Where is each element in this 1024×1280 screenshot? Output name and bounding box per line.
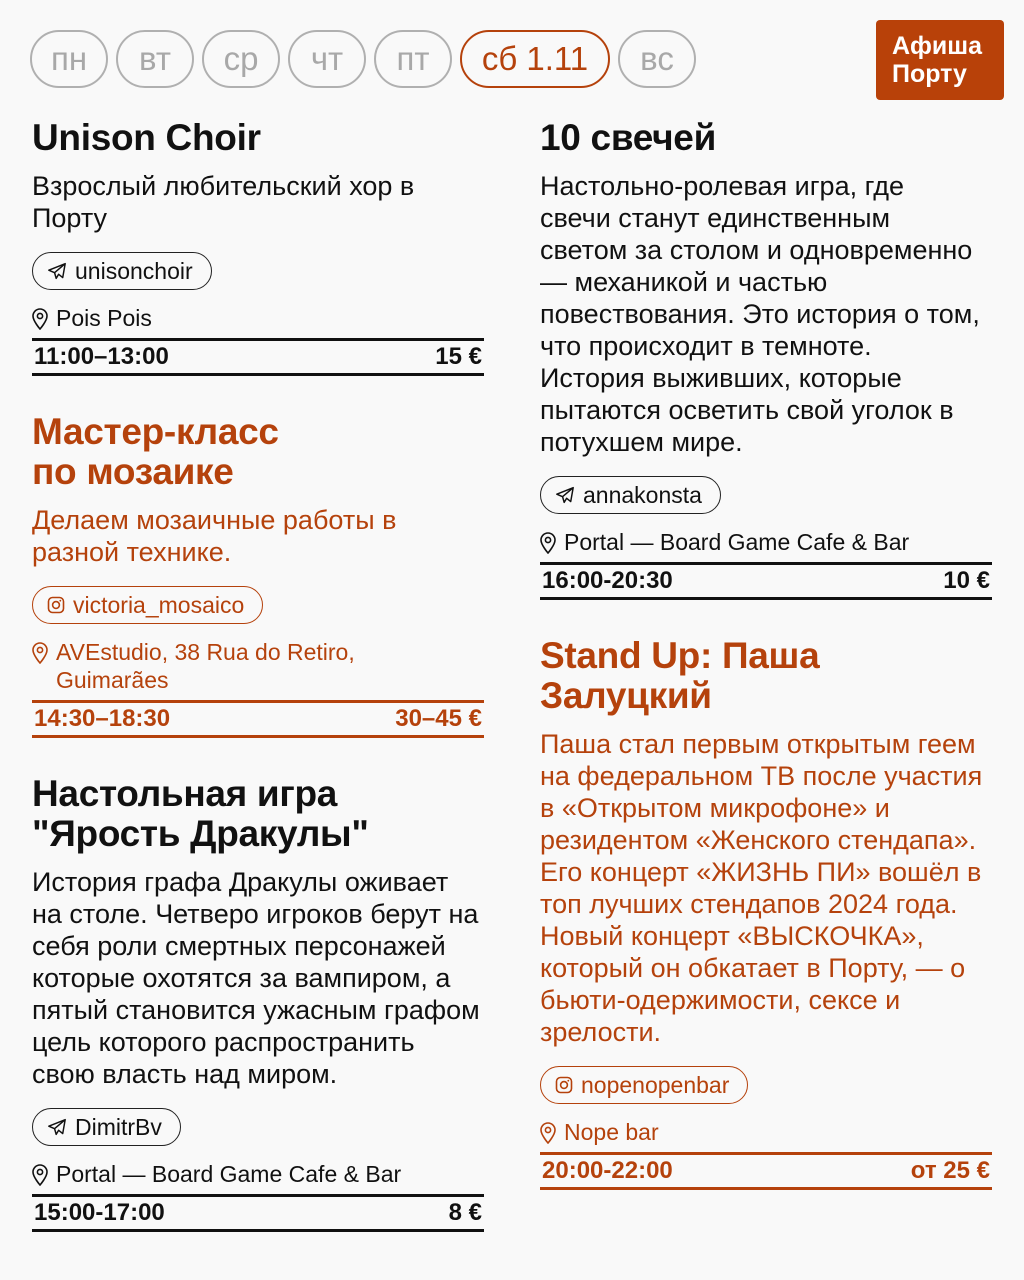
event-handle-link[interactable] bbox=[32, 586, 263, 624]
day-tab-mon[interactable]: пн bbox=[30, 30, 108, 88]
logo bbox=[876, 20, 1004, 100]
event-card bbox=[32, 774, 484, 1232]
location-text: AVEstudio, 38 Rua do Retiro, Guimarães bbox=[56, 639, 355, 693]
day-tab-tue[interactable]: вт bbox=[116, 30, 194, 88]
event-time: 11:00–13:00 bbox=[34, 343, 169, 370]
telegram-icon bbox=[47, 262, 67, 280]
event-location bbox=[32, 304, 484, 332]
event-description: История графа Дракулы оживает на столе. Четверо игроков берут на себя роли смертных персонажей которые охотятся за вампиром, а пятый становится ужасным графом цель которого распространить свою власть над миром. bbox=[32, 867, 480, 1089]
logo-line2: Порту bbox=[892, 60, 967, 88]
event-price: от 25 € bbox=[910, 1157, 990, 1184]
event-time: 15:00-17:00 bbox=[34, 1199, 165, 1226]
event-title: 10 свечей bbox=[540, 117, 717, 158]
handle-text: DimitrBv bbox=[75, 1113, 162, 1140]
location-text: Pois Pois bbox=[56, 305, 152, 331]
event-description: Настольно-ролевая игра, где свечи станут единственным светом за столом и одновременно — механикой и частью повествования. Это история о том, что происходит в темноте. История выживших, которые пытаются осветить свой уголок в потухшем мире. bbox=[540, 171, 980, 457]
event-time-price bbox=[32, 700, 484, 738]
event-time-price bbox=[540, 1152, 992, 1190]
event-price: 30–45 € bbox=[395, 705, 482, 732]
event-time-price bbox=[540, 562, 992, 600]
event-time-price bbox=[32, 1194, 484, 1232]
event-description: Делаем мозаичные работы в разной технике. bbox=[32, 505, 397, 567]
event-card bbox=[540, 118, 992, 600]
instagram-icon bbox=[47, 596, 65, 614]
instagram-icon bbox=[555, 1076, 573, 1094]
location-pin-icon bbox=[32, 308, 48, 330]
handle-text: victoria_mosaico bbox=[73, 591, 245, 618]
event-price: 10 € bbox=[943, 567, 990, 594]
event-handle-link[interactable] bbox=[32, 252, 212, 290]
event-handle-link[interactable] bbox=[32, 1108, 181, 1146]
event-time: 16:00-20:30 bbox=[542, 567, 673, 594]
event-handle-link[interactable] bbox=[540, 476, 721, 514]
handle-text: nopenopenbar bbox=[581, 1071, 730, 1098]
location-pin-icon bbox=[540, 1122, 556, 1144]
event-description: Паша стал первым открытым геем на федеральном ТВ после участия в «Открытом микрофоне» и резидентом «Женского стендапа». Его концерт «ЖИЗНЬ ПИ» вошёл в топ лучших стендапов 2024 года. Новый концерт «ВЫСКОЧКА», который он обкатает в Порту, — о бьюти-одержимости, сексе и зрелости. bbox=[540, 729, 983, 1047]
location-text: Nope bar bbox=[564, 1119, 659, 1145]
event-location bbox=[540, 528, 992, 556]
day-tab-wed[interactable]: ср bbox=[202, 30, 280, 88]
day-tab-sat-active[interactable]: сб 1.11 bbox=[460, 30, 610, 88]
event-location bbox=[540, 1118, 992, 1146]
handle-text: annakonsta bbox=[583, 481, 702, 508]
event-title: Настольная игра "Ярость Дракулы" bbox=[32, 773, 369, 854]
event-card-highlighted bbox=[32, 412, 484, 738]
event-location bbox=[32, 638, 484, 694]
location-text: Portal — Board Game Cafe & Bar bbox=[564, 529, 910, 555]
logo-line1: Афиша bbox=[892, 32, 983, 60]
event-time: 14:30–18:30 bbox=[34, 705, 171, 732]
event-time-price bbox=[32, 338, 484, 376]
day-tab-fri[interactable]: пт bbox=[374, 30, 452, 88]
day-tab-thu[interactable]: чт bbox=[288, 30, 366, 88]
day-tab-sun[interactable]: вс bbox=[618, 30, 696, 88]
event-time: 20:00-22:00 bbox=[542, 1157, 673, 1184]
event-card-highlighted bbox=[540, 636, 992, 1190]
event-description: Взрослый любительский хор в Порту bbox=[32, 171, 415, 233]
event-title: Unison Choir bbox=[32, 117, 261, 158]
telegram-icon bbox=[47, 1118, 67, 1136]
day-selector bbox=[30, 30, 696, 88]
event-title: Stand Up: Паша Залуцкий bbox=[540, 635, 820, 716]
event-location bbox=[32, 1160, 484, 1188]
event-price: 8 € bbox=[448, 1199, 482, 1226]
telegram-icon bbox=[555, 486, 575, 504]
location-pin-icon bbox=[32, 642, 48, 664]
handle-text: unisonchoir bbox=[75, 257, 193, 284]
event-card bbox=[32, 118, 484, 376]
event-handle-link[interactable] bbox=[540, 1066, 748, 1104]
event-price: 15 € bbox=[435, 343, 482, 370]
location-text: Portal — Board Game Cafe & Bar bbox=[56, 1161, 402, 1187]
location-pin-icon bbox=[540, 532, 556, 554]
location-pin-icon bbox=[32, 1164, 48, 1186]
event-title: Мастер-класс по мозаике bbox=[32, 411, 279, 492]
